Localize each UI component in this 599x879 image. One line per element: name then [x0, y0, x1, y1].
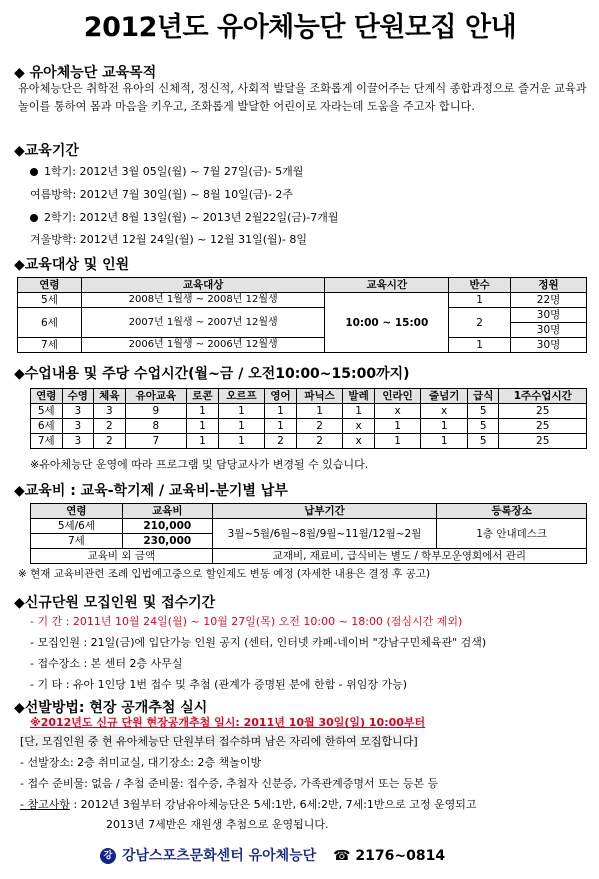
curriculum-header: 급식 — [467, 389, 499, 404]
fee-header: 등록장소 — [437, 504, 587, 519]
selection-items: - 접수 준비물: 없음 / 추첨 준비물: 접수증, 추첨자 신분증, 가족관계증명서 또는 등본 등 — [20, 777, 439, 790]
table-cell: 1 — [187, 419, 219, 434]
table-cell: 1 — [187, 434, 219, 449]
recruit-period: - 기 간 : 2011년 10월 24일(월) ~ 10월 27일(목) 오전 10:00 ~ 18:00 (점심시간 제외) — [30, 615, 463, 628]
target-header: 교육대상 — [81, 278, 325, 293]
table-cell: 5 — [467, 419, 499, 434]
period-heading: ◆교육기간 — [14, 143, 79, 159]
table-row: 30명 — [18, 323, 587, 338]
table-cell: 25 — [499, 419, 587, 434]
table-cell: 2 — [296, 434, 343, 449]
table-cell: 1 — [218, 404, 265, 419]
table-cell: 9 — [125, 404, 187, 419]
period-line-4: 겨울방학: 2012년 12월 24일(월) ~ 12월 31일(월)- 8일 — [30, 233, 308, 246]
table-cell: 1 — [421, 419, 468, 434]
recruit-place: - 접수장소 : 본 센터 2층 사무실 — [30, 657, 183, 670]
curriculum-header: 영어 — [265, 389, 297, 404]
fee-header: 납부기간 — [212, 504, 437, 519]
table-cell: 3 — [62, 404, 94, 419]
purpose-text: 유아체능단은 취학전 유아의 신체적, 정신적, 사회적 발달을 조화롭게 이끌어주는 단계식 종합과정으로 즐거운 교육과 놀이를 통하여 몸과 마음을 키우고, 조화롭게 발달한 어린이로 자라는데 도움을 주고자 합니다. — [18, 82, 587, 113]
table-cell: 3 — [62, 434, 94, 449]
curriculum-header: 줄넘기 — [421, 389, 468, 404]
fee-header: 교육비 — [122, 504, 212, 519]
fee-table — [30, 503, 587, 564]
table-row: 6세 2007년 1월생 ~ 2007년 12월생 2 30명 — [18, 308, 587, 323]
table-row: 7세 2006년 1월생 ~ 2006년 12월생 1 30명 — [18, 338, 587, 353]
target-header: 연령 — [18, 278, 82, 293]
purpose-heading: ◆ 유아체능단 교육목적 — [14, 65, 157, 81]
table-row: 교육비 외 금액 교재비, 재료비, 급식비는 별도 / 학부모운영회에서 관리 — [31, 549, 587, 564]
target-header: 반수 — [449, 278, 511, 293]
target-header: 정원 — [511, 278, 587, 293]
table-cell: 7세 — [31, 434, 63, 449]
class-time: 10:00 ~ 15:00 — [325, 293, 449, 353]
period-line-3: 2학기: 2012년 8월 13일(월) ~ 2013년 2월22일(금)-7개월 — [30, 210, 339, 226]
table-cell: 5 — [467, 404, 499, 419]
curriculum-header: 오르프 — [218, 389, 265, 404]
curriculum-header: 발레 — [343, 389, 375, 404]
table-cell: 3 — [94, 404, 126, 419]
curriculum-header: 로콘 — [187, 389, 219, 404]
target-header: 교육시간 — [325, 278, 449, 293]
period-line-2: 여름방학: 2012년 7월 30일(월) ~ 8월 10일(금)- 2주 — [30, 188, 294, 201]
curriculum-header: 체육 — [94, 389, 126, 404]
curriculum-header: 수영 — [62, 389, 94, 404]
table-row: 5세 2008년 1월생 ~ 2008년 12월생 10:00 ~ 15:00 1 22명 — [18, 293, 587, 308]
table-cell: 3 — [62, 419, 94, 434]
table-cell: 2 — [94, 434, 126, 449]
table-row — [31, 419, 587, 434]
table-cell: 1 — [218, 434, 265, 449]
recruit-quota: - 모집인원 : 21일(금)에 입단가능 인원 공지 (센터, 인터넷 카페-네이버 "강남구민체육관" 검색) — [30, 636, 487, 649]
selection-place: - 선발장소: 2층 취미교실, 대기장소: 2층 책놀이방 — [20, 756, 262, 769]
table-cell: 25 — [499, 404, 587, 419]
fee-heading: ◆교육비 : 교육-학기제 / 교육비-분기별 납부 — [14, 483, 288, 499]
selection-reference: - 참고사항 : 2012년 3월부터 강남유아체능단은 5세:1반, 6세:2반, 7세:1반으로 고정 운영되고 — [20, 798, 477, 811]
phone-icon: ☎ — [333, 848, 351, 864]
table-cell: 6세 — [31, 419, 63, 434]
table-row — [31, 434, 587, 449]
table-cell: 2 — [296, 419, 343, 434]
target-heading: ◆교육대상 및 인원 — [14, 257, 130, 273]
table-cell: 1 — [218, 419, 265, 434]
page-title: 2012년도 유아체능단 단원모집 안내 — [27, 8, 573, 48]
curriculum-header: 연령 — [31, 389, 63, 404]
curriculum-header: 1주수업시간 — [499, 389, 587, 404]
table-cell: 1 — [265, 419, 297, 434]
table-cell: x — [343, 434, 375, 449]
table-cell: 1 — [343, 404, 375, 419]
selection-highlight: ※2012년도 신규 단원 현장공개추첨 일시: 2011년 10월 30일(일) 10:00부터 — [30, 716, 426, 729]
table-cell: 2 — [265, 434, 297, 449]
footer — [100, 845, 445, 865]
center-logo-icon: 강 — [100, 848, 116, 864]
curriculum-header: 인라인 — [374, 389, 421, 404]
table-cell: x — [343, 419, 375, 434]
table-cell: 1 — [374, 419, 421, 434]
phone-number: 2176~0814 — [355, 848, 446, 864]
table-cell: 25 — [499, 434, 587, 449]
target-table — [17, 277, 587, 353]
curriculum-heading: ◆수업내용 및 주당 수업시간(월~금 / 오전10:00~15:00까지) — [14, 366, 410, 382]
curriculum-header: 파닉스 — [296, 389, 343, 404]
table-row: 5세/6세 210,000 3월~5월/6월~8월/9월~11월/12월~2월 1층 안내데스크 — [31, 519, 587, 534]
table-row: 7세 230,000 — [31, 534, 587, 549]
bullet-icon — [30, 214, 38, 222]
table-cell: 5세 — [31, 404, 63, 419]
table-cell: 1 — [265, 404, 297, 419]
curriculum-table — [30, 388, 587, 449]
recruit-etc: - 기 타 : 유아 1인당 1번 접수 및 추첨 (관계가 증명된 분에 한함 - 위임장 가능) — [30, 678, 408, 691]
bullet-icon — [30, 168, 38, 176]
table-cell: 1 — [296, 404, 343, 419]
table-cell: 8 — [125, 419, 187, 434]
selection-bracket: [단, 모집인원 중 현 유아체능단 단원부터 접수하며 남은 자리에 한하여 모집합니다] — [20, 735, 418, 748]
fee-header: 연령 — [31, 504, 123, 519]
selection-reference-2: 2013년 7세반은 재원생 추첨으로 운영됩니다. — [106, 818, 329, 831]
curriculum-header: 유아교육 — [125, 389, 187, 404]
table-cell: 7 — [125, 434, 187, 449]
table-cell: x — [374, 404, 421, 419]
table-cell: x — [421, 404, 468, 419]
table-cell: 1 — [374, 434, 421, 449]
center-name: 강남스포츠문화센터 유아체능단 — [122, 848, 317, 864]
table-cell: 1 — [187, 404, 219, 419]
fee-note: ※ 현재 교육비관련 조례 입법예고중으로 할인제도 변동 예정 (자세한 내용은 결정 후 공고) — [18, 568, 431, 580]
table-cell: 1 — [421, 434, 468, 449]
table-cell: 5 — [467, 434, 499, 449]
curriculum-note: ※유아체능단 운영에 따라 프로그램 및 담당교사가 변경될 수 있습니다. — [30, 458, 369, 471]
table-cell: 2 — [94, 419, 126, 434]
period-line-1: 1학기: 2012년 3월 05일(월) ~ 7월 27일(금)- 5개월 — [30, 164, 303, 180]
table-row — [31, 404, 587, 419]
selection-heading: ◆선발방법: 현장 공개추첨 실시 — [14, 700, 208, 716]
recruit-heading: ◆신규단원 모집인원 및 접수기간 — [14, 595, 216, 611]
